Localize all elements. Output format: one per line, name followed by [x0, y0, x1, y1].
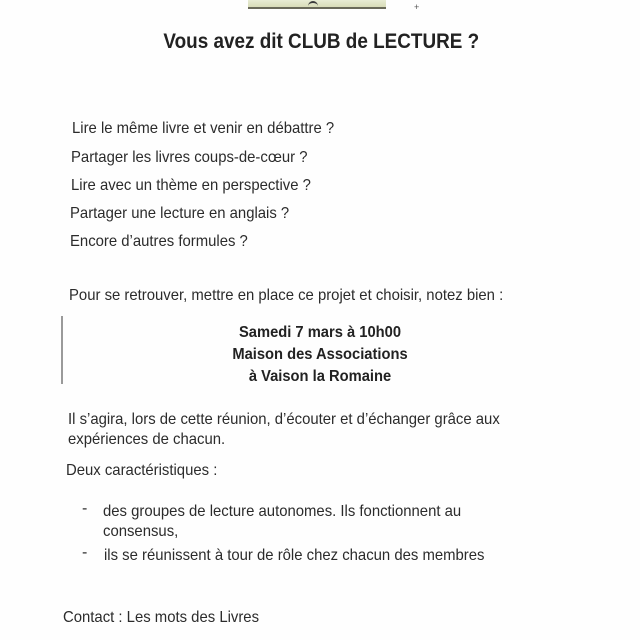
scan-speck: +	[414, 2, 420, 12]
bullet-dash-2: -	[82, 544, 88, 561]
book-spine	[308, 1, 318, 9]
question-2: Partager les livres coups-de-cœur ?	[71, 149, 308, 166]
description-line-1: Il s’agira, lors de cette réunion, d’écouter et d’échanger grâce aux	[68, 411, 500, 428]
question-1: Lire le même livre et venir en débattre ?	[72, 120, 335, 137]
question-5: Encore d’autres formules ?	[70, 233, 248, 250]
characteristics-heading: Deux caractéristiques :	[66, 462, 218, 479]
book-illustration	[248, 0, 386, 9]
event-date: Samedi 7 mars à 10h00	[238, 324, 402, 341]
page-title: Vous avez dit CLUB de LECTURE ?	[163, 30, 480, 53]
event-place: Maison des Associations	[232, 346, 408, 363]
event-block	[0, 322, 640, 388]
question-3: Lire avec un thème en perspective ?	[71, 177, 311, 194]
characteristic-2: ils se réunissent à tour de rôle chez chacun des membres	[104, 547, 485, 564]
contact-text: Contact : Les mots des Livres	[63, 609, 260, 626]
intro-text: Pour se retrouver, mettre en place ce projet et choisir, notez bien :	[69, 287, 504, 304]
question-4: Partager une lecture en anglais ?	[70, 205, 290, 222]
description-line-2: expériences de chacun.	[68, 431, 226, 448]
characteristic-1-line-1: des groupes de lecture autonomes. Ils fonctionnent au	[103, 503, 462, 520]
event-town: à Vaison la Romaine	[248, 368, 392, 385]
bullet-dash-1: -	[82, 500, 88, 517]
characteristic-1-line-2: consensus,	[103, 523, 179, 540]
